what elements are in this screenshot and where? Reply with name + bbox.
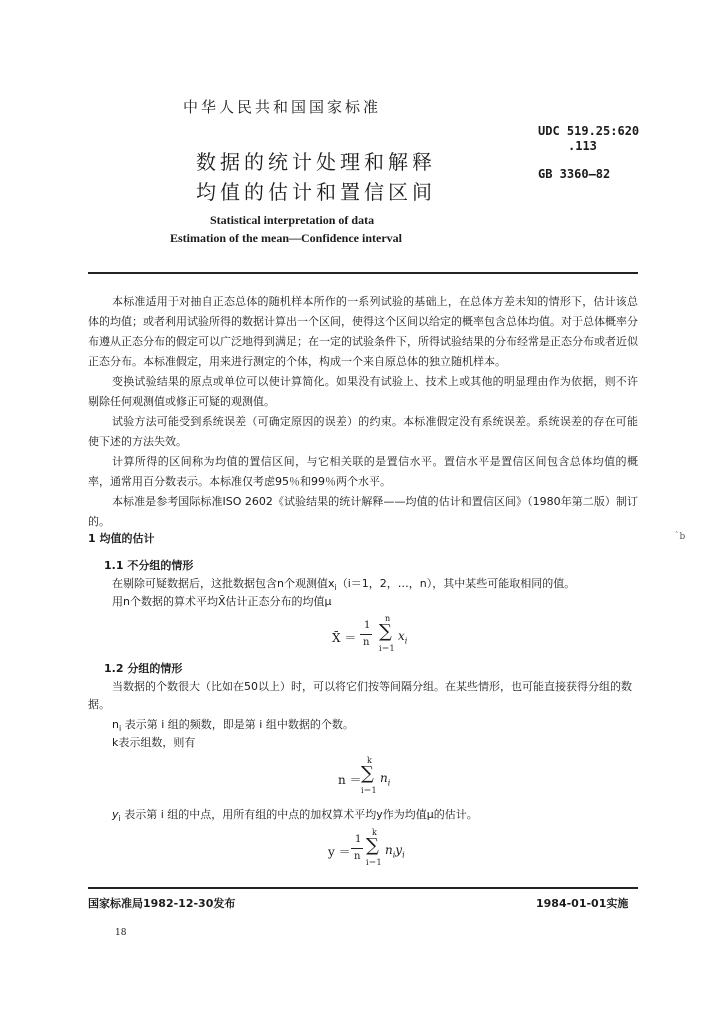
udc-code bbox=[538, 124, 639, 154]
english-title-line-1: Statistical interpretation of data bbox=[210, 213, 375, 227]
formula-group-count bbox=[338, 756, 418, 800]
s11-line1-tail: （i＝1，2，…，n），其中某些可能取相同的值。 bbox=[336, 577, 576, 590]
section-1-2-heading: 1.2 分组的情形 bbox=[104, 662, 183, 675]
s11-line1-text: 在剔除可疑数据后，这批数据包含n个观测值x bbox=[112, 577, 335, 590]
intro-paragraph-3: 试验方法可能受到系统误差（可确定原因的误差）的约束。本标准假定没有系统误差。系统误差的存在可能使下述的方法失效。 bbox=[88, 415, 638, 448]
bottom-divider bbox=[88, 887, 638, 889]
intro-paragraph-2: 变换试验结果的原点或单位可以使计算简化。如果没有试验上、技术上或其他的明显理由作为依据，则不许剔除任何观测值或修正可疑的观测值。 bbox=[88, 375, 638, 408]
udc-line-2: .113 bbox=[568, 139, 597, 153]
intro-paragraph-4: 计算所得的区间称为均值的置信区间，与它相关联的是置信水平。置信水平是置信区间包含总体均值的概率，通常用百分数表示。本标准仅考虑95％和99％两个水平。 bbox=[88, 455, 638, 488]
formula-2-lhs: n ＝ bbox=[338, 773, 362, 787]
formula-3-sum-top: k bbox=[372, 828, 377, 837]
formula-3-term: $n_iy_i$ bbox=[385, 843, 405, 860]
formula-3-sum-bottom: i＝1 bbox=[366, 858, 382, 867]
formula-3-lhs: y ＝ bbox=[328, 845, 351, 859]
title-line-2: 均值的估计和置信区间 bbox=[196, 180, 436, 204]
s12-line4-sub: i bbox=[118, 814, 121, 824]
s12-line4-head: y bbox=[112, 808, 119, 821]
formula-mean bbox=[332, 614, 442, 658]
sigma-icon: ∑ bbox=[379, 621, 392, 642]
formula-1-term: $x_i$ bbox=[398, 629, 408, 646]
issuing-nation-heading: 中华人民共和国国家标准 bbox=[183, 98, 382, 116]
s12-line2-sub: i bbox=[118, 724, 122, 734]
formula-1-fraction-bar bbox=[360, 634, 372, 635]
formula-weighted-mean bbox=[328, 828, 438, 872]
formula-1-lhs: X̄ ＝ bbox=[332, 631, 357, 645]
formula-3-fraction-bar bbox=[351, 848, 363, 849]
formula-3-num: 1 bbox=[355, 834, 362, 845]
sigma-icon: ∑ bbox=[366, 835, 379, 856]
margin-mark: `b bbox=[675, 532, 686, 542]
formula-1-num: 1 bbox=[364, 620, 371, 631]
formula-2-sum-bottom: i＝1 bbox=[361, 786, 377, 795]
issue-date: 国家标准局1982-12-30发布 bbox=[88, 897, 236, 910]
english-title-line-2: Estimation of the mean—Confidence interval bbox=[170, 231, 402, 245]
section-1-1-heading: 1.1 不分组的情形 bbox=[104, 559, 194, 572]
formula-1-sum-top: n bbox=[385, 614, 391, 623]
s11-line1-sub: i bbox=[334, 583, 337, 593]
page-number: 18 bbox=[115, 928, 127, 938]
s12-line2-text: n bbox=[112, 718, 119, 731]
section-1-2-line-3: k表示组数，则有 bbox=[112, 736, 196, 749]
formula-1-sum-bottom: i＝1 bbox=[379, 644, 395, 653]
s12-line2-tail: 表示第 i 组的频数，即是第 i 组中数据的个数。 bbox=[121, 718, 354, 731]
effective-date: 1984-01-01实施 bbox=[536, 897, 629, 910]
formula-1-den: n bbox=[363, 637, 370, 648]
sigma-icon: ∑ bbox=[361, 763, 374, 784]
formula-3-den: n bbox=[354, 851, 361, 862]
intro-paragraph-5: 本标准是参考国际标准ISO 2602《试验结果的统计解释——均值的估计和置信区间》（1980年第二版）制订的。 bbox=[88, 495, 638, 528]
gb-number: GB 3360—82 bbox=[538, 167, 611, 181]
udc-line-1: UDC 519.25:620 bbox=[538, 124, 640, 138]
intro-paragraph-1: 本标准适用于对抽自正态总体的随机样本所作的一系列试验的基础上，在总体方差未知的情形下，估计该总体的均值；或者利用试验所得的数据计算出一个区间，使得这个区间以给定的概率包含总体均值。对于总体概率分布遵从正态分布的假定可以广泛地得到满足；在一定的试验条件下，所得试验结果的分布经常是正态分布或者近似正态分布。本标准假定，用来进行测定的个体，构成一个来自原总体的独立随机样本。 bbox=[88, 295, 638, 368]
title-line-1: 数据的统计处理和解释 bbox=[196, 150, 436, 174]
formula-2-term: $n_i$ bbox=[380, 771, 391, 788]
section-1-heading: 1 均值的估计 bbox=[88, 532, 155, 545]
section-1-2-line-4 bbox=[112, 806, 478, 828]
formula-2-sum-top: k bbox=[367, 756, 372, 765]
s12-line4-tail: 表示第 i 组的中点，用所有组的中点的加权算术平均y作为均值μ的估计。 bbox=[120, 808, 478, 821]
section-1-1-line-2: 用n个数据的算术平均X̄估计正态分布的均值μ bbox=[112, 595, 332, 608]
top-divider bbox=[88, 272, 638, 274]
section-1-2-line-1: 当数据的个数很大（比如在50以上）时，可以将它们按等间隔分组。在某些情形，也可能直接获得分组的数据。 bbox=[88, 680, 632, 711]
